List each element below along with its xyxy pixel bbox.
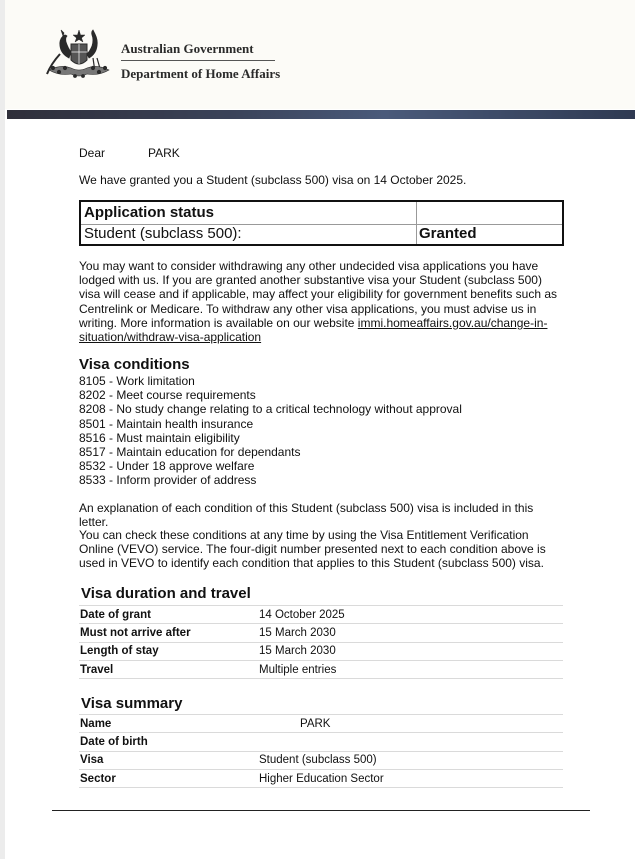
status-label: Student (subclass 500): bbox=[84, 225, 242, 242]
condition-item: 8516 - Must maintain eligibility bbox=[79, 430, 240, 445]
duration-table bbox=[79, 605, 563, 679]
duration-value: 14 October 2025 bbox=[259, 606, 563, 624]
summary-sector-value: Higher Education Sector bbox=[259, 769, 563, 787]
table-row bbox=[79, 624, 563, 642]
conditions-list bbox=[79, 374, 462, 488]
condition-item: 8208 - No study change relating to a critical technology without approval bbox=[79, 402, 462, 417]
table-row bbox=[79, 715, 563, 733]
vevo-paragraph: You can check these conditions at any time by using the Visa Entitlement Verification Online (VEVO) service. The four-digit number presented next to each condition above is used in VEVO to identify each condition that applies to this Student (subclass 500) visa. bbox=[79, 528, 546, 571]
condition-item: 8105 - Work limitation bbox=[79, 374, 195, 388]
salutation bbox=[79, 146, 180, 160]
salutation-text: Dear bbox=[79, 146, 106, 160]
summary-name-value: PARK bbox=[259, 715, 563, 733]
duration-title: Visa duration and travel bbox=[81, 585, 251, 602]
applicant-name: PARK bbox=[148, 146, 180, 160]
condition-item: 8532 - Under 18 approve welfare bbox=[79, 459, 255, 474]
summary-name-label: Name bbox=[79, 715, 259, 733]
duration-label: Length of stay bbox=[79, 642, 259, 660]
withdraw-text: You may want to consider withdrawing any other undecided visa applications you have lodged with us. If you are granted another substantive visa your Student (subclass 500) visa will cease and if applicable, may affect your eligibility for government benefits such as Centrelink or Medicare. To withdraw any other visa applications, you must advise us in writing. More information is available on our website bbox=[79, 259, 558, 330]
summary-dob-label: Date of birth bbox=[79, 733, 259, 751]
summary-visa-value: Student (subclass 500) bbox=[259, 751, 563, 769]
table-row bbox=[79, 606, 563, 624]
duration-label: Travel bbox=[79, 660, 259, 678]
grant-intro: We have granted you a Student (subclass 500) visa on 14 October 2025. bbox=[79, 173, 467, 187]
status-title: Application status bbox=[84, 204, 215, 221]
letterhead bbox=[5, 0, 635, 109]
conditions-title: Visa conditions bbox=[79, 356, 190, 373]
coat-of-arms-icon bbox=[41, 24, 117, 86]
summary-visa-label: Visa bbox=[79, 751, 259, 769]
table-row bbox=[79, 769, 563, 787]
footer-rule bbox=[52, 810, 590, 811]
government-name: Australian Government bbox=[121, 41, 254, 56]
table-row bbox=[79, 733, 563, 751]
duration-label: Date of grant bbox=[79, 606, 259, 624]
duration-label: Must not arrive after bbox=[79, 624, 259, 642]
letter-page bbox=[5, 0, 635, 859]
duration-value: 15 March 2030 bbox=[259, 624, 563, 642]
status-column-line bbox=[416, 202, 417, 244]
summary-dob-value bbox=[259, 733, 563, 751]
department-name: Department of Home Affairs bbox=[121, 66, 281, 81]
status-value: Granted bbox=[419, 225, 477, 242]
table-row bbox=[79, 751, 563, 769]
table-row bbox=[79, 660, 563, 678]
condition-item: 8501 - Maintain health insurance bbox=[79, 416, 254, 431]
condition-item: 8202 - Meet course requirements bbox=[79, 388, 256, 403]
summary-table bbox=[79, 714, 563, 788]
duration-value: 15 March 2030 bbox=[259, 642, 563, 660]
application-status-box bbox=[79, 200, 564, 246]
header-band bbox=[7, 110, 635, 119]
summary-title: Visa summary bbox=[81, 695, 183, 712]
conditions-explanation: An explanation of each condition of this Student (subclass 500) visa is included in this letter. bbox=[79, 501, 534, 530]
letterhead-rule bbox=[121, 60, 275, 61]
condition-item: 8517 - Maintain education for dependants bbox=[79, 445, 301, 460]
withdraw-paragraph bbox=[79, 259, 565, 344]
table-row bbox=[79, 642, 563, 660]
summary-sector-label: Sector bbox=[79, 769, 259, 787]
duration-value: Multiple entries bbox=[259, 660, 563, 678]
condition-item: 8533 - Inform provider of address bbox=[79, 473, 257, 488]
withdraw-link[interactable]: immi.homeaffairs.gov.au/change-in-situation/withdraw-visa-application bbox=[79, 315, 548, 345]
